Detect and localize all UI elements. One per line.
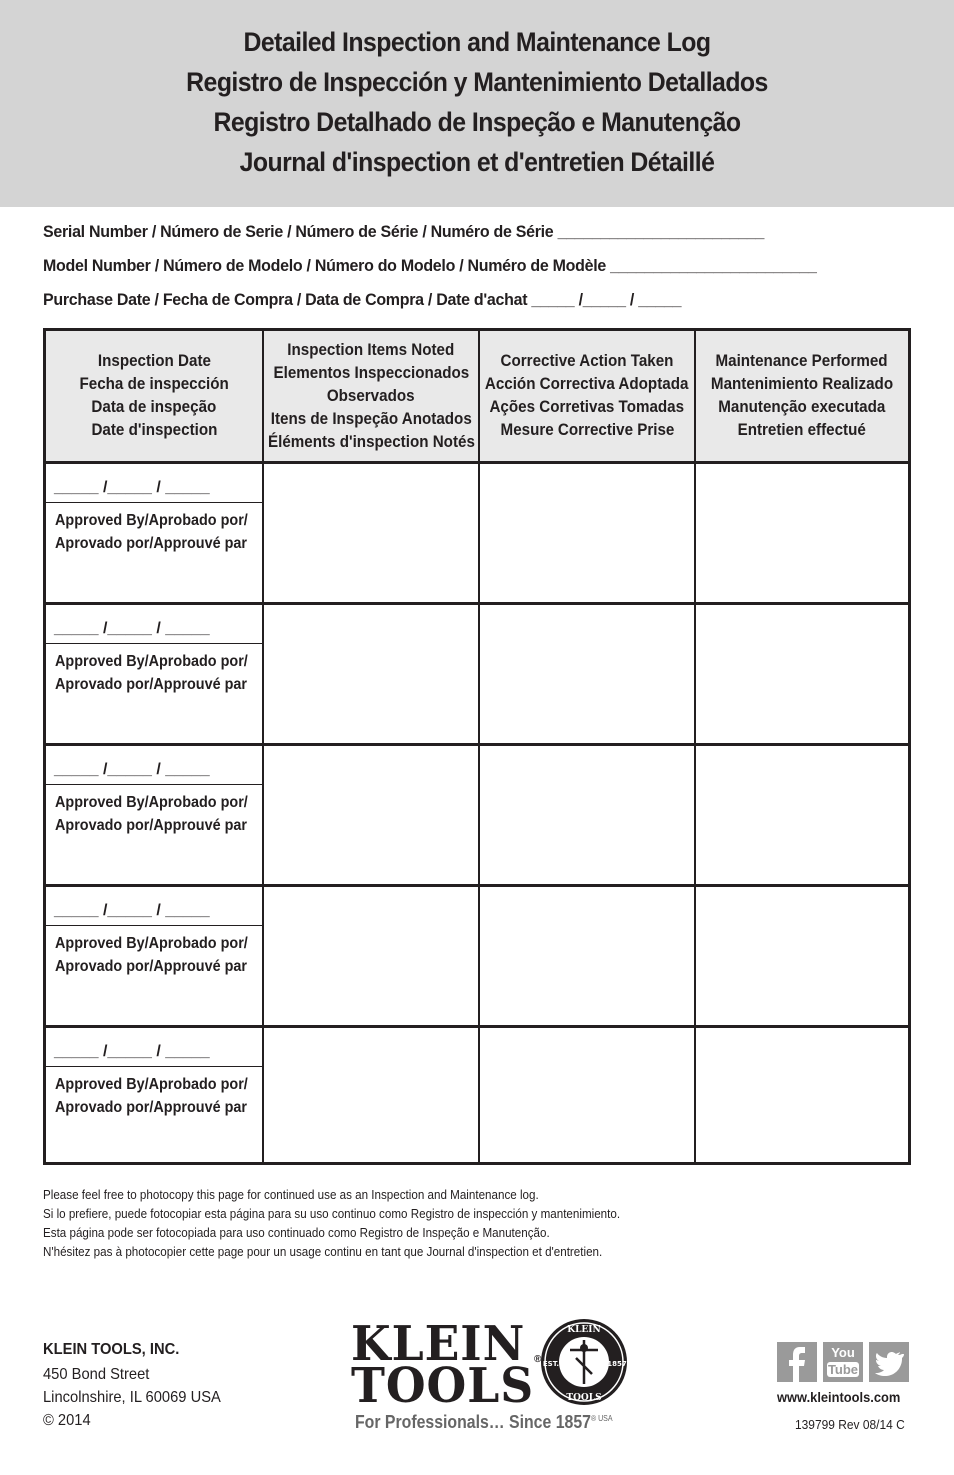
title-french: Journal d'inspection et d'entretien Détaillé bbox=[239, 147, 715, 177]
column-inspection-items bbox=[264, 331, 478, 461]
inspection-items-cell[interactable] bbox=[264, 1028, 478, 1166]
column-label: Acción Correctiva Adoptada bbox=[485, 375, 689, 393]
approved-by-label: Approved By/Aprobado por/ bbox=[55, 794, 248, 811]
column-label: Manutenção executada bbox=[718, 398, 886, 416]
logo-word-tools: TOOLS bbox=[351, 1358, 535, 1414]
approved-by-box[interactable] bbox=[46, 925, 262, 926]
twitter-icon[interactable] bbox=[869, 1342, 909, 1382]
lineman-seal-icon bbox=[540, 1318, 628, 1406]
tagline-mark: ® USA bbox=[590, 1414, 613, 1423]
inspection-date-blank[interactable]: _____ /_____ / _____ bbox=[54, 620, 210, 637]
logo-word-klein: KLEIN bbox=[351, 1316, 526, 1372]
title-portuguese: Registro Detalhado de Inspeção e Manutenção bbox=[213, 107, 741, 137]
youtube-label-bottom: Tube bbox=[827, 1362, 859, 1377]
column-label: Elementos Inspeccionados bbox=[273, 363, 469, 382]
approved-by-label: Approved By/Aprobado por/ bbox=[55, 935, 248, 952]
youtube-label-top: You bbox=[831, 1345, 855, 1360]
seal-text-top: KLEIN bbox=[567, 1325, 601, 1335]
corrective-action-cell[interactable] bbox=[480, 605, 694, 743]
approved-by-box[interactable] bbox=[46, 502, 262, 503]
maintenance-cell[interactable] bbox=[696, 464, 908, 602]
notice-portuguese: Esta página pode ser fotocopiada para uso continuado como Registro de Inspeção e Manutenção. bbox=[43, 1226, 550, 1240]
seal-text-left: EST. bbox=[542, 1360, 560, 1368]
column-label: Corrective Action Taken bbox=[500, 352, 674, 370]
notice-french: N'hésitez pas à photocopier cette page pour un usage continu en tant que Journal d'inspection et d'entretien. bbox=[43, 1245, 603, 1259]
column-corrective-action bbox=[480, 331, 694, 461]
column-label: Maintenance Performed bbox=[715, 352, 889, 370]
title-spanish: Registro de Inspección y Mantenimiento Detallados bbox=[186, 67, 768, 97]
website-link[interactable]: www.kleintools.com bbox=[777, 1389, 901, 1405]
seal-text-right: 1857 bbox=[607, 1360, 627, 1368]
photocopy-notice bbox=[43, 1186, 620, 1262]
youtube-icon[interactable] bbox=[823, 1342, 863, 1382]
approved-by-box[interactable] bbox=[46, 643, 262, 644]
klein-tools-logo bbox=[351, 1318, 631, 1443]
title-english: Detailed Inspection and Maintenance Log bbox=[243, 27, 711, 57]
column-label: Entretien effectué bbox=[737, 421, 867, 439]
part-number: 139799 Rev 08/14 C bbox=[795, 1417, 905, 1432]
table-row bbox=[46, 464, 908, 602]
company-address bbox=[43, 1338, 236, 1432]
approved-by-label: Aprovado por/Approuvé par bbox=[55, 676, 248, 693]
column-inspection-date bbox=[46, 331, 262, 461]
column-label: Fecha de inspección bbox=[79, 375, 229, 393]
inspection-items-cell[interactable] bbox=[264, 605, 478, 743]
social-links bbox=[777, 1342, 911, 1384]
corrective-action-cell[interactable] bbox=[480, 1028, 694, 1166]
copyright: © 2014 bbox=[43, 1412, 91, 1429]
approved-by-label: Aprovado por/Approuvé par bbox=[55, 817, 248, 834]
notice-english: Please feel free to photocopy this page for continued use as an Inspection and Maintenance log. bbox=[43, 1188, 539, 1202]
maintenance-cell[interactable] bbox=[696, 1028, 908, 1166]
column-label: Éléments d'inspection Notés bbox=[267, 432, 475, 451]
tagline bbox=[355, 1412, 613, 1433]
corrective-action-cell[interactable] bbox=[480, 464, 694, 602]
maintenance-cell[interactable] bbox=[696, 887, 908, 1025]
inspection-date-blank[interactable]: _____ /_____ / _____ bbox=[54, 902, 210, 919]
column-label: Mantenimiento Realizado bbox=[710, 375, 894, 393]
column-label: Date d'inspection bbox=[91, 421, 217, 439]
table-row bbox=[46, 746, 908, 884]
approved-by-label: Approved By/Aprobado por/ bbox=[55, 1076, 248, 1093]
column-label: Itens de Inspeção Anotados bbox=[270, 409, 472, 428]
column-label: Ações Corretivas Tomadas bbox=[489, 398, 685, 416]
corrective-action-cell[interactable] bbox=[480, 746, 694, 884]
approved-by-box[interactable] bbox=[46, 784, 262, 785]
inspection-items-cell[interactable] bbox=[264, 464, 478, 602]
approved-by-box[interactable] bbox=[46, 1066, 262, 1067]
inspection-items-cell[interactable] bbox=[264, 746, 478, 884]
company-name: KLEIN TOOLS, INC. bbox=[43, 1341, 180, 1358]
maintenance-cell[interactable] bbox=[696, 605, 908, 743]
column-maintenance-performed bbox=[696, 331, 908, 461]
table-row bbox=[46, 887, 908, 1025]
model-number-field[interactable]: Model Number / Número de Modelo / Número do Modelo / Numéro de Modèle ________________________ bbox=[43, 256, 817, 275]
inspection-date-blank[interactable]: _____ /_____ / _____ bbox=[54, 1043, 210, 1060]
inspection-date-blank[interactable]: _____ /_____ / _____ bbox=[54, 479, 210, 496]
seal-text-bottom: TOOLS bbox=[566, 1393, 602, 1403]
registered-mark: ® bbox=[534, 1354, 542, 1365]
column-label: Inspection Items Noted bbox=[287, 340, 455, 359]
table-row bbox=[46, 605, 908, 743]
approved-by-label: Approved By/Aprobado por/ bbox=[55, 653, 248, 670]
inspection-date-blank[interactable]: _____ /_____ / _____ bbox=[54, 761, 210, 778]
facebook-icon[interactable] bbox=[777, 1342, 817, 1382]
column-label: Observados bbox=[327, 386, 415, 405]
corrective-action-cell[interactable] bbox=[480, 887, 694, 1025]
table-header bbox=[46, 331, 908, 461]
column-label: Data de inspeção bbox=[91, 398, 217, 416]
serial-number-field[interactable]: Serial Number / Número de Serie / Número de Série / Numéro de Série ________________________ bbox=[43, 222, 765, 241]
column-label: Inspection Date bbox=[97, 352, 211, 370]
approved-by-label: Approved By/Aprobado por/ bbox=[55, 512, 248, 529]
title-banner bbox=[0, 0, 954, 207]
purchase-date-field[interactable]: Purchase Date / Fecha de Compra / Data de Compra / Date d'achat _____ /_____ / _____ bbox=[43, 290, 682, 309]
approved-by-label: Aprovado por/Approuvé par bbox=[55, 535, 248, 552]
table-row bbox=[46, 1028, 908, 1166]
inspection-log-table bbox=[43, 328, 911, 1165]
maintenance-cell[interactable] bbox=[696, 746, 908, 884]
column-label: Mesure Corrective Prise bbox=[500, 421, 674, 439]
notice-spanish: Si lo prefiere, puede fotocopiar esta página para su uso continuo como Registro de inspección y mantenimiento. bbox=[43, 1207, 621, 1221]
approved-by-label: Aprovado por/Approuvé par bbox=[55, 958, 248, 975]
inspection-items-cell[interactable] bbox=[264, 887, 478, 1025]
approved-by-label: Aprovado por/Approuvé par bbox=[55, 1099, 248, 1116]
company-street: 450 Bond Street bbox=[43, 1366, 150, 1383]
tagline-text: For Professionals… Since 1857 bbox=[355, 1412, 591, 1432]
company-city: Lincolnshire, IL 60069 USA bbox=[43, 1389, 221, 1406]
